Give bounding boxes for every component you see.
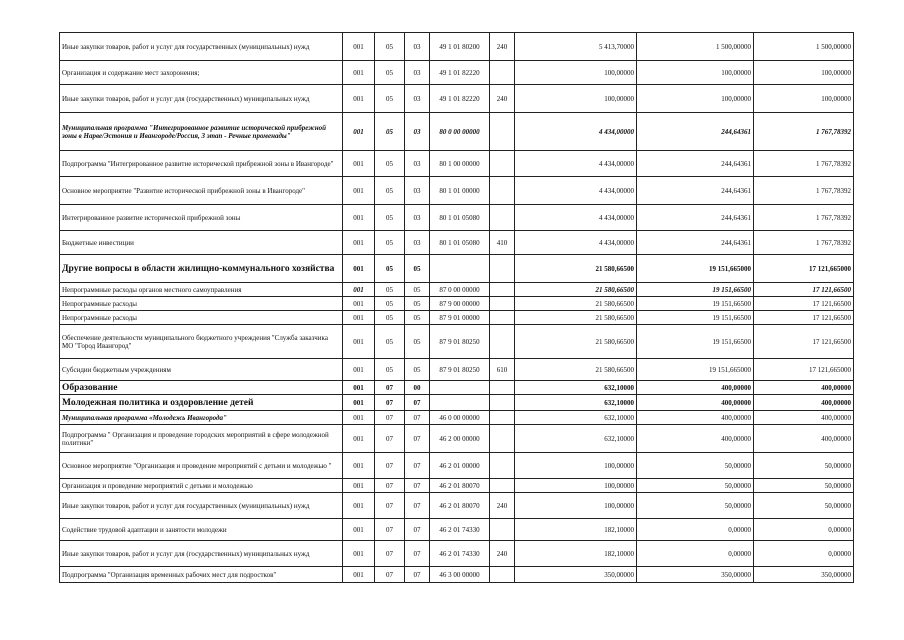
amount-year3-cell: 400,00000 bbox=[754, 425, 854, 453]
section-code-cell: 07 bbox=[375, 395, 405, 411]
subsection-code-cell: 03 bbox=[405, 61, 430, 85]
amount-year2-cell: 244,64361 bbox=[637, 151, 754, 177]
table-row bbox=[60, 205, 854, 231]
row-name-cell: Подпрограмма "Интегрированное развитие исторической прибрежной зоны в Ивангороде" bbox=[60, 151, 343, 177]
table-row bbox=[60, 151, 854, 177]
table-row bbox=[60, 33, 854, 61]
section-code-cell: 07 bbox=[375, 453, 405, 479]
ministry-code-cell: 001 bbox=[343, 453, 375, 479]
expense-type-cell bbox=[490, 255, 515, 283]
section-code-cell: 07 bbox=[375, 541, 405, 567]
target-code-cell bbox=[430, 395, 490, 411]
subsection-code-cell: 03 bbox=[405, 205, 430, 231]
table-row bbox=[60, 231, 854, 255]
amount-year2-cell: 400,00000 bbox=[637, 425, 754, 453]
section-code-cell: 05 bbox=[375, 297, 405, 311]
section-code-cell: 05 bbox=[375, 283, 405, 297]
amount-year2-cell: 50,00000 bbox=[637, 493, 754, 519]
row-name-cell: Организация и проведение мероприятий с детьми и молодежью bbox=[60, 479, 343, 493]
amount-year1-cell: 100,00000 bbox=[515, 61, 637, 85]
amount-year3-cell: 17 121,66500 bbox=[754, 297, 854, 311]
amount-year2-cell: 100,00000 bbox=[637, 85, 754, 113]
section-code-cell: 05 bbox=[375, 205, 405, 231]
section-code-cell: 05 bbox=[375, 325, 405, 359]
expense-type-cell bbox=[490, 61, 515, 85]
ministry-code-cell: 001 bbox=[343, 255, 375, 283]
table-row bbox=[60, 359, 854, 381]
ministry-code-cell: 001 bbox=[343, 151, 375, 177]
amount-year2-cell: 50,00000 bbox=[637, 453, 754, 479]
section-code-cell: 07 bbox=[375, 493, 405, 519]
target-code-cell: 80 1 01 05080 bbox=[430, 205, 490, 231]
amount-year3-cell: 100,00000 bbox=[754, 61, 854, 85]
amount-year3-cell: 17 121,66500 bbox=[754, 283, 854, 297]
amount-year3-cell: 1 767,78392 bbox=[754, 205, 854, 231]
amount-year1-cell: 5 413,70000 bbox=[515, 33, 637, 61]
section-code-cell: 05 bbox=[375, 359, 405, 381]
amount-year3-cell: 1 767,78392 bbox=[754, 151, 854, 177]
section-code-cell: 07 bbox=[375, 425, 405, 453]
row-name-cell: Субсидии бюджетным учреждениям bbox=[60, 359, 343, 381]
subsection-code-cell: 07 bbox=[405, 453, 430, 479]
expense-type-cell bbox=[490, 395, 515, 411]
amount-year2-cell: 1 500,00000 bbox=[637, 33, 754, 61]
expense-type-cell bbox=[490, 567, 515, 583]
expense-type-cell: 240 bbox=[490, 493, 515, 519]
expense-type-cell: 240 bbox=[490, 541, 515, 567]
amount-year1-cell: 4 434,00000 bbox=[515, 205, 637, 231]
table-row bbox=[60, 113, 854, 151]
section-code-cell: 05 bbox=[375, 33, 405, 61]
table-row bbox=[60, 425, 854, 453]
target-code-cell: 80 1 01 00000 bbox=[430, 177, 490, 205]
section-code-cell: 05 bbox=[375, 151, 405, 177]
row-name-cell: Подпрограмма " Организация и проведение городских мероприятий в сфере молодежной политики" bbox=[60, 425, 343, 453]
amount-year3-cell: 17 121,66500 bbox=[754, 311, 854, 325]
subsection-code-cell: 00 bbox=[405, 381, 430, 395]
expense-type-cell bbox=[490, 297, 515, 311]
row-name-cell: Бюджетные инвестиции bbox=[60, 231, 343, 255]
amount-year1-cell: 21 580,66500 bbox=[515, 297, 637, 311]
ministry-code-cell: 001 bbox=[343, 177, 375, 205]
row-name-cell: Обеспечение деятельности муниципального бюджетного учреждения "Служба заказчика МО "Город Ивангород" bbox=[60, 325, 343, 359]
subsection-code-cell: 07 bbox=[405, 411, 430, 425]
target-code-cell bbox=[430, 381, 490, 395]
amount-year1-cell: 632,10000 bbox=[515, 395, 637, 411]
amount-year2-cell: 0,00000 bbox=[637, 541, 754, 567]
amount-year1-cell: 4 434,00000 bbox=[515, 151, 637, 177]
subsection-code-cell: 05 bbox=[405, 297, 430, 311]
amount-year3-cell: 400,00000 bbox=[754, 411, 854, 425]
subsection-code-cell: 07 bbox=[405, 541, 430, 567]
amount-year3-cell: 17 121,665000 bbox=[754, 255, 854, 283]
row-name-cell: Основное мероприятие "Организация и проведение мероприятий с детьми и молодежью " bbox=[60, 453, 343, 479]
section-code-cell: 05 bbox=[375, 113, 405, 151]
amount-year1-cell: 182,10000 bbox=[515, 519, 637, 541]
amount-year2-cell: 19 151,665000 bbox=[637, 255, 754, 283]
table-row bbox=[60, 395, 854, 411]
target-code-cell bbox=[430, 255, 490, 283]
table-row bbox=[60, 255, 854, 283]
amount-year1-cell: 632,10000 bbox=[515, 425, 637, 453]
ministry-code-cell: 001 bbox=[343, 61, 375, 85]
amount-year3-cell: 400,00000 bbox=[754, 395, 854, 411]
amount-year2-cell: 244,64361 bbox=[637, 205, 754, 231]
expense-type-cell bbox=[490, 425, 515, 453]
subsection-code-cell: 07 bbox=[405, 519, 430, 541]
section-code-cell: 05 bbox=[375, 61, 405, 85]
amount-year3-cell: 1 767,78392 bbox=[754, 113, 854, 151]
amount-year3-cell: 50,00000 bbox=[754, 493, 854, 519]
subsection-code-cell: 07 bbox=[405, 395, 430, 411]
subsection-code-cell: 03 bbox=[405, 33, 430, 61]
row-name-cell: Иные закупки товаров, работ и услуг для (государственных) муниципальных нужд bbox=[60, 541, 343, 567]
target-code-cell: 80 0 00 00000 bbox=[430, 113, 490, 151]
row-name-cell: Интегрированное развитие исторической прибрежной зоны bbox=[60, 205, 343, 231]
amount-year1-cell: 4 434,00000 bbox=[515, 113, 637, 151]
section-code-cell: 07 bbox=[375, 381, 405, 395]
amount-year1-cell: 632,10000 bbox=[515, 411, 637, 425]
target-code-cell: 49 1 01 82220 bbox=[430, 85, 490, 113]
amount-year2-cell: 244,64361 bbox=[637, 231, 754, 255]
amount-year3-cell: 1 767,78392 bbox=[754, 177, 854, 205]
target-code-cell: 46 3 00 00000 bbox=[430, 567, 490, 583]
subsection-code-cell: 05 bbox=[405, 283, 430, 297]
amount-year2-cell: 400,00000 bbox=[637, 395, 754, 411]
amount-year3-cell: 100,00000 bbox=[754, 85, 854, 113]
ministry-code-cell: 001 bbox=[343, 297, 375, 311]
amount-year1-cell: 21 580,66500 bbox=[515, 359, 637, 381]
amount-year3-cell: 1 500,00000 bbox=[754, 33, 854, 61]
row-name-cell: Иные закупки товаров, работ и услуг для (государственных) муниципальных нужд bbox=[60, 85, 343, 113]
row-name-cell: Иные закупки товаров, работ и услуг для государственных (муниципальных) нужд bbox=[60, 493, 343, 519]
subsection-code-cell: 05 bbox=[405, 325, 430, 359]
target-code-cell: 87 0 00 00000 bbox=[430, 283, 490, 297]
row-name-cell: Непрограммные расходы органов местного самоуправления bbox=[60, 283, 343, 297]
table-row bbox=[60, 453, 854, 479]
subsection-code-cell: 07 bbox=[405, 567, 430, 583]
target-code-cell: 87 9 01 00000 bbox=[430, 311, 490, 325]
ministry-code-cell: 001 bbox=[343, 479, 375, 493]
ministry-code-cell: 001 bbox=[343, 381, 375, 395]
table-row bbox=[60, 85, 854, 113]
ministry-code-cell: 001 bbox=[343, 567, 375, 583]
ministry-code-cell: 001 bbox=[343, 411, 375, 425]
section-code-cell: 05 bbox=[375, 85, 405, 113]
section-code-cell: 07 bbox=[375, 519, 405, 541]
table-row bbox=[60, 297, 854, 311]
amount-year2-cell: 244,64361 bbox=[637, 177, 754, 205]
section-code-cell: 07 bbox=[375, 479, 405, 493]
ministry-code-cell: 001 bbox=[343, 283, 375, 297]
subsection-code-cell: 03 bbox=[405, 113, 430, 151]
ministry-code-cell: 001 bbox=[343, 325, 375, 359]
target-code-cell: 46 2 01 74330 bbox=[430, 541, 490, 567]
expense-type-cell: 240 bbox=[490, 33, 515, 61]
section-code-cell: 07 bbox=[375, 567, 405, 583]
amount-year1-cell: 21 580,66500 bbox=[515, 325, 637, 359]
amount-year1-cell: 100,00000 bbox=[515, 479, 637, 493]
expense-type-cell bbox=[490, 311, 515, 325]
ministry-code-cell: 001 bbox=[343, 425, 375, 453]
subsection-code-cell: 05 bbox=[405, 255, 430, 283]
target-code-cell: 80 1 01 05080 bbox=[430, 231, 490, 255]
subsection-code-cell: 03 bbox=[405, 177, 430, 205]
table-row bbox=[60, 479, 854, 493]
subsection-code-cell: 03 bbox=[405, 231, 430, 255]
target-code-cell: 80 1 00 00000 bbox=[430, 151, 490, 177]
ministry-code-cell: 001 bbox=[343, 519, 375, 541]
expense-type-cell: 610 bbox=[490, 359, 515, 381]
row-name-cell: Подпрограмма "Организация временных рабочих мест для подростков" bbox=[60, 567, 343, 583]
amount-year3-cell: 0,00000 bbox=[754, 519, 854, 541]
ministry-code-cell: 001 bbox=[343, 205, 375, 231]
amount-year2-cell: 50,00000 bbox=[637, 479, 754, 493]
table-row bbox=[60, 411, 854, 425]
ministry-code-cell: 001 bbox=[343, 311, 375, 325]
row-name-cell: Непрограммные расходы bbox=[60, 311, 343, 325]
section-code-cell: 05 bbox=[375, 177, 405, 205]
subsection-code-cell: 07 bbox=[405, 493, 430, 519]
table-row bbox=[60, 567, 854, 583]
expense-type-cell bbox=[490, 113, 515, 151]
section-code-cell: 05 bbox=[375, 231, 405, 255]
expense-type-cell bbox=[490, 453, 515, 479]
ministry-code-cell: 001 bbox=[343, 493, 375, 519]
amount-year2-cell: 19 151,66500 bbox=[637, 325, 754, 359]
target-code-cell: 46 2 01 00000 bbox=[430, 453, 490, 479]
section-code-cell: 07 bbox=[375, 411, 405, 425]
expense-type-cell bbox=[490, 519, 515, 541]
table-row bbox=[60, 61, 854, 85]
table-row bbox=[60, 311, 854, 325]
amount-year3-cell: 0,00000 bbox=[754, 541, 854, 567]
subsection-code-cell: 03 bbox=[405, 85, 430, 113]
amount-year2-cell: 100,00000 bbox=[637, 61, 754, 85]
ministry-code-cell: 001 bbox=[343, 231, 375, 255]
table-row bbox=[60, 177, 854, 205]
subsection-code-cell: 05 bbox=[405, 311, 430, 325]
subsection-code-cell: 07 bbox=[405, 479, 430, 493]
amount-year3-cell: 17 121,66500 bbox=[754, 325, 854, 359]
amount-year2-cell: 0,00000 bbox=[637, 519, 754, 541]
expense-type-cell bbox=[490, 325, 515, 359]
amount-year1-cell: 21 580,66500 bbox=[515, 283, 637, 297]
amount-year1-cell: 100,00000 bbox=[515, 85, 637, 113]
table-row bbox=[60, 283, 854, 297]
expense-type-cell: 240 bbox=[490, 85, 515, 113]
table-row bbox=[60, 381, 854, 395]
section-code-cell: 05 bbox=[375, 255, 405, 283]
row-name-cell: Непрограммные расходы bbox=[60, 297, 343, 311]
expense-type-cell bbox=[490, 411, 515, 425]
amount-year2-cell: 19 151,66500 bbox=[637, 283, 754, 297]
row-name-cell: Молодежная политика и оздоровление детей bbox=[60, 395, 343, 411]
amount-year2-cell: 244,64361 bbox=[637, 113, 754, 151]
table-row bbox=[60, 325, 854, 359]
amount-year2-cell: 350,00000 bbox=[637, 567, 754, 583]
amount-year1-cell: 21 580,66500 bbox=[515, 255, 637, 283]
amount-year1-cell: 632,10000 bbox=[515, 381, 637, 395]
amount-year1-cell: 4 434,00000 bbox=[515, 231, 637, 255]
row-name-cell: Муниципальная программа «Молодежь Ивангорода" bbox=[60, 411, 343, 425]
expense-type-cell bbox=[490, 381, 515, 395]
row-name-cell: Муниципальная программа "Интегрированное развитие исторической прибрежной зоны в Нарве/Эстония и Ивангороде/Россия, 3 этап - Речные променады" bbox=[60, 113, 343, 151]
ministry-code-cell: 001 bbox=[343, 33, 375, 61]
amount-year1-cell: 21 580,66500 bbox=[515, 311, 637, 325]
expense-type-cell bbox=[490, 205, 515, 231]
target-code-cell: 87 9 01 80250 bbox=[430, 325, 490, 359]
target-code-cell: 87 9 00 00000 bbox=[430, 297, 490, 311]
row-name-cell: Основное мероприятие "Развитие исторической прибрежной зоны в Ивангороде" bbox=[60, 177, 343, 205]
ministry-code-cell: 001 bbox=[343, 85, 375, 113]
target-code-cell: 49 1 01 82220 bbox=[430, 61, 490, 85]
row-name-cell: Иные закупки товаров, работ и услуг для государственных (муниципальных) нужд bbox=[60, 33, 343, 61]
target-code-cell: 46 0 00 00000 bbox=[430, 411, 490, 425]
target-code-cell: 46 2 01 80070 bbox=[430, 493, 490, 519]
expense-type-cell bbox=[490, 479, 515, 493]
amount-year3-cell: 50,00000 bbox=[754, 453, 854, 479]
ministry-code-cell: 001 bbox=[343, 541, 375, 567]
ministry-code-cell: 001 bbox=[343, 395, 375, 411]
amount-year1-cell: 4 434,00000 bbox=[515, 177, 637, 205]
ministry-code-cell: 001 bbox=[343, 359, 375, 381]
amount-year3-cell: 50,00000 bbox=[754, 479, 854, 493]
section-code-cell: 05 bbox=[375, 311, 405, 325]
row-name-cell: Содействие трудовой адаптации и занятости молодежи bbox=[60, 519, 343, 541]
row-name-cell: Другие вопросы в области жилищно-коммунального хозяйства bbox=[60, 255, 343, 283]
expense-type-cell: 410 bbox=[490, 231, 515, 255]
amount-year1-cell: 100,00000 bbox=[515, 493, 637, 519]
amount-year2-cell: 19 151,66500 bbox=[637, 297, 754, 311]
amount-year1-cell: 100,00000 bbox=[515, 453, 637, 479]
table-row bbox=[60, 519, 854, 541]
amount-year1-cell: 182,10000 bbox=[515, 541, 637, 567]
subsection-code-cell: 05 bbox=[405, 359, 430, 381]
amount-year1-cell: 350,00000 bbox=[515, 567, 637, 583]
table-row bbox=[60, 541, 854, 567]
amount-year2-cell: 19 151,66500 bbox=[637, 311, 754, 325]
amount-year2-cell: 19 151,665000 bbox=[637, 359, 754, 381]
target-code-cell: 87 9 01 80250 bbox=[430, 359, 490, 381]
subsection-code-cell: 03 bbox=[405, 151, 430, 177]
subsection-code-cell: 07 bbox=[405, 425, 430, 453]
amount-year3-cell: 17 121,665000 bbox=[754, 359, 854, 381]
target-code-cell: 46 2 01 74330 bbox=[430, 519, 490, 541]
amount-year2-cell: 400,00000 bbox=[637, 411, 754, 425]
ministry-code-cell: 001 bbox=[343, 113, 375, 151]
amount-year2-cell: 400,00000 bbox=[637, 381, 754, 395]
target-code-cell: 46 2 01 80070 bbox=[430, 479, 490, 493]
target-code-cell: 49 1 01 80200 bbox=[430, 33, 490, 61]
expense-type-cell bbox=[490, 283, 515, 297]
expense-type-cell bbox=[490, 151, 515, 177]
row-name-cell: Образование bbox=[60, 381, 343, 395]
row-name-cell: Организация и содержание мест захоронения; bbox=[60, 61, 343, 85]
expense-type-cell bbox=[490, 177, 515, 205]
table-row bbox=[60, 493, 854, 519]
budget-table bbox=[59, 32, 854, 583]
amount-year3-cell: 400,00000 bbox=[754, 381, 854, 395]
target-code-cell: 46 2 00 00000 bbox=[430, 425, 490, 453]
amount-year3-cell: 1 767,78392 bbox=[754, 231, 854, 255]
amount-year3-cell: 350,00000 bbox=[754, 567, 854, 583]
